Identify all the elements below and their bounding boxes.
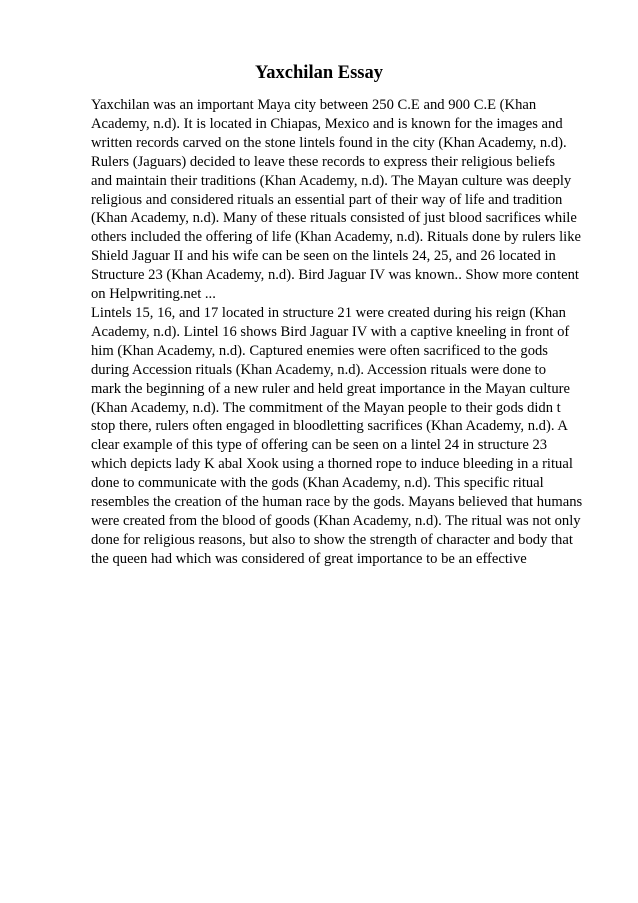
body-line: which depicts lady K abal Xook using a thorned rope to induce bleeding in a ritual [91, 456, 573, 473]
body-line: Lintels 15, 16, and 17 located in structure 21 were created during his reign (Khan [91, 304, 566, 321]
body-line: done for religious reasons, but also to show the strength of character and body that [91, 531, 573, 548]
body-line: and maintain their traditions (Khan Academy, n.d). The Mayan culture was deeply [91, 172, 572, 189]
body-line: done to communicate with the gods (Khan Academy, n.d). This specific ritual [91, 475, 544, 492]
body-line: Shield Jaguar II and his wife can be seen on the lintels 24, 25, and 26 located in [91, 248, 556, 265]
body-line: mark the beginning of a new ruler and held great importance in the Mayan culture [91, 380, 570, 397]
body-line: religious and considered rituals an essential part of their way of life and tradition [91, 191, 563, 208]
body-line: on Helpwriting.net ... [91, 286, 216, 303]
body-line: resembles the creation of the human race by the gods. Mayans believed that humans [91, 494, 583, 511]
document-body [91, 96, 611, 569]
body-line: clear example of this type of offering can be seen on a lintel 24 in structure 23 [91, 437, 548, 454]
body-line: (Khan Academy, n.d). Many of these rituals consisted of just blood sacrifices while [91, 210, 577, 227]
body-line: Academy, n.d). It is located in Chiapas, Mexico and is known for the images and [91, 115, 563, 132]
body-line: were created from the blood of goods (Khan Academy, n.d). The ritual was not only [91, 512, 581, 529]
body-line: Yaxchilan was an important Maya city between 250 C.E and 900 C.E (Khan [91, 97, 537, 113]
body-line: written records carved on the stone lintels found in the city (Khan Academy, n.d). [91, 134, 567, 151]
body-line: Structure 23 (Khan Academy, n.d). Bird Jaguar IV was known.. Show more content [91, 267, 579, 284]
body-line: others included the offering of life (Khan Academy, n.d). Rituals done by rulers like [91, 229, 581, 246]
body-line: (Khan Academy, n.d). The commitment of the Mayan people to their gods didn t [91, 399, 561, 416]
document-title: Yaxchilan Essay [255, 63, 383, 83]
body-line: Rulers (Jaguars) decided to leave these records to express their religious beliefs [91, 153, 555, 170]
body-line: stop there, rulers often engaged in bloodletting sacrifices (Khan Academy, n.d). A [91, 418, 568, 435]
body-line: during Accession rituals (Khan Academy, n.d). Accession rituals were done to [91, 361, 546, 378]
body-line: the queen had which was considered of great importance to be an effective [91, 550, 527, 567]
body-line: Academy, n.d). Lintel 16 shows Bird Jaguar IV with a captive kneeling in front of [91, 323, 570, 340]
body-line: him (Khan Academy, n.d). Captured enemies were often sacrificed to the gods [91, 342, 548, 359]
